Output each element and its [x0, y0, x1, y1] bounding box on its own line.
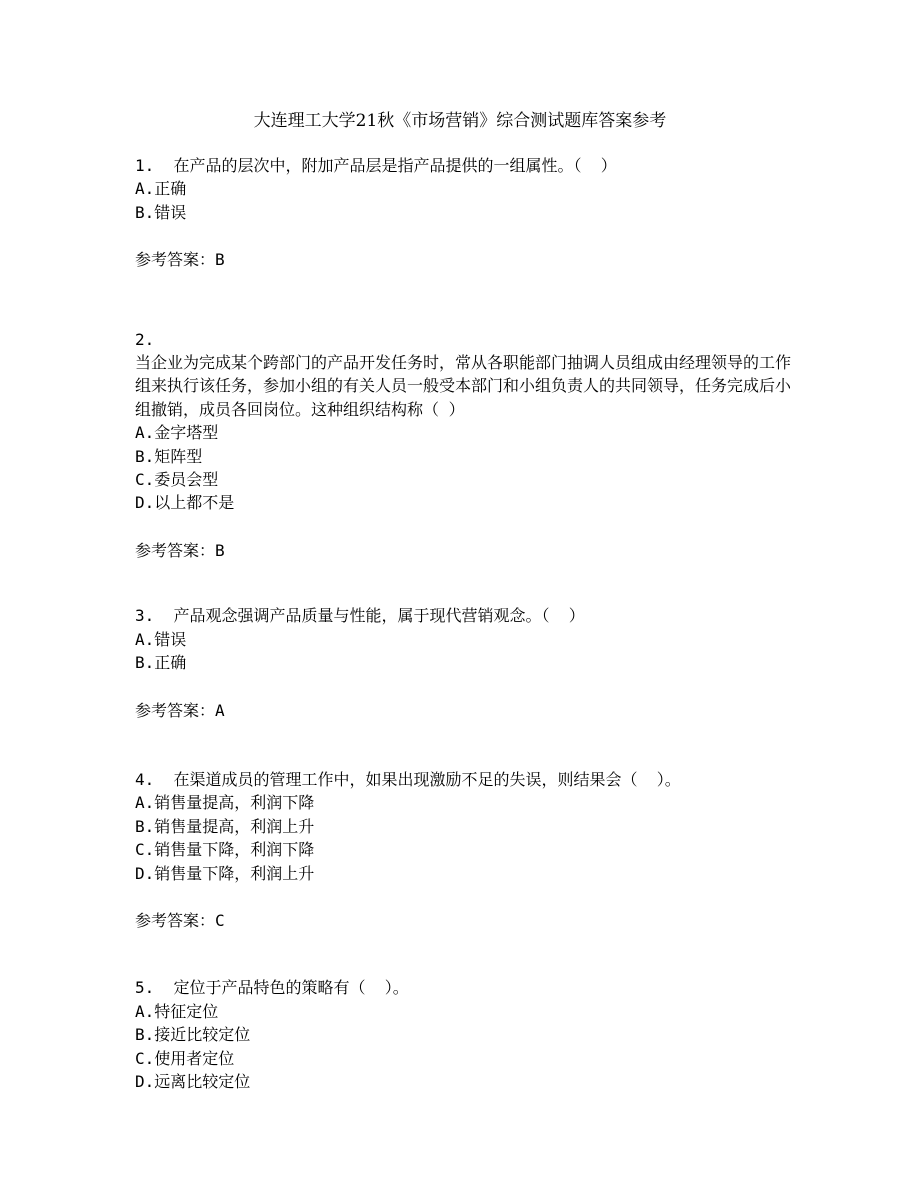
question-1-stem: 1. 在产品的层次中，附加产品层是指产品提供的一组属性。（ ）: [135, 156, 617, 175]
question-5-stem: 5. 定位于产品特色的策略有（ ）。: [135, 978, 409, 998]
question-1-option-b: B.错误: [135, 202, 187, 222]
question-5-option-d: D.远离比较定位: [135, 1071, 251, 1091]
question-3-answer: 参考答案：A: [135, 700, 225, 720]
question-5-option-a: A.特征定位: [135, 1001, 219, 1021]
question-list: [135, 154, 795, 1093]
question-5: [135, 976, 795, 1093]
question-2-option-a: A.金字塔型: [135, 423, 219, 443]
question-4-option-b: B.销售量提高，利润上升: [135, 816, 315, 836]
question-5-option-b: B.接近比较定位: [135, 1025, 251, 1045]
question-1-option-a: A.正确: [135, 179, 187, 199]
question-2-option-b: B.矩阵型: [135, 446, 203, 466]
question-2: [135, 328, 795, 563]
question-2-option-d: D.以上都不是: [135, 493, 235, 513]
question-2-stem: 当企业为完成某个跨部门的产品开发任务时，常从各职能部门抽调人员组成由经理领导的工作组来执行该任务，参加小组的有关人员一般受本部门和小组负责人的共同领导，任务完成后小组撤销，成员各回岗位。这种组织结构称（ ）: [135, 353, 792, 419]
question-2-option-c: C.委员会型: [135, 470, 219, 490]
question-4-option-a: A.销售量提高，利润下降: [135, 793, 315, 813]
question-3-stem: 3. 产品观念强调产品质量与性能，属于现代营销观念。（ ）: [135, 606, 585, 626]
question-4-answer: 参考答案：C: [135, 910, 225, 930]
question-4-stem: 4. 在渠道成员的管理工作中，如果出现激励不足的失误，则结果会（ ）。: [135, 769, 681, 789]
question-1-answer: 参考答案：B: [135, 250, 225, 270]
question-2-answer: 参考答案：B: [135, 540, 225, 560]
question-2-number: 2.: [135, 329, 155, 349]
question-4: [135, 768, 795, 932]
question-3: [135, 604, 795, 722]
question-4-option-c: C.销售量下降，利润下降: [135, 840, 315, 860]
question-4-option-d: D.销售量下降，利润上升: [135, 863, 315, 883]
question-3-option-b: B.正确: [135, 653, 187, 673]
document-title: 大连理工大学21秋《市场营销》综合测试题库答案参考: [253, 111, 667, 131]
question-5-option-c: C.使用者定位: [135, 1048, 235, 1068]
question-3-option-a: A.错误: [135, 629, 187, 649]
question-1: [135, 154, 795, 272]
